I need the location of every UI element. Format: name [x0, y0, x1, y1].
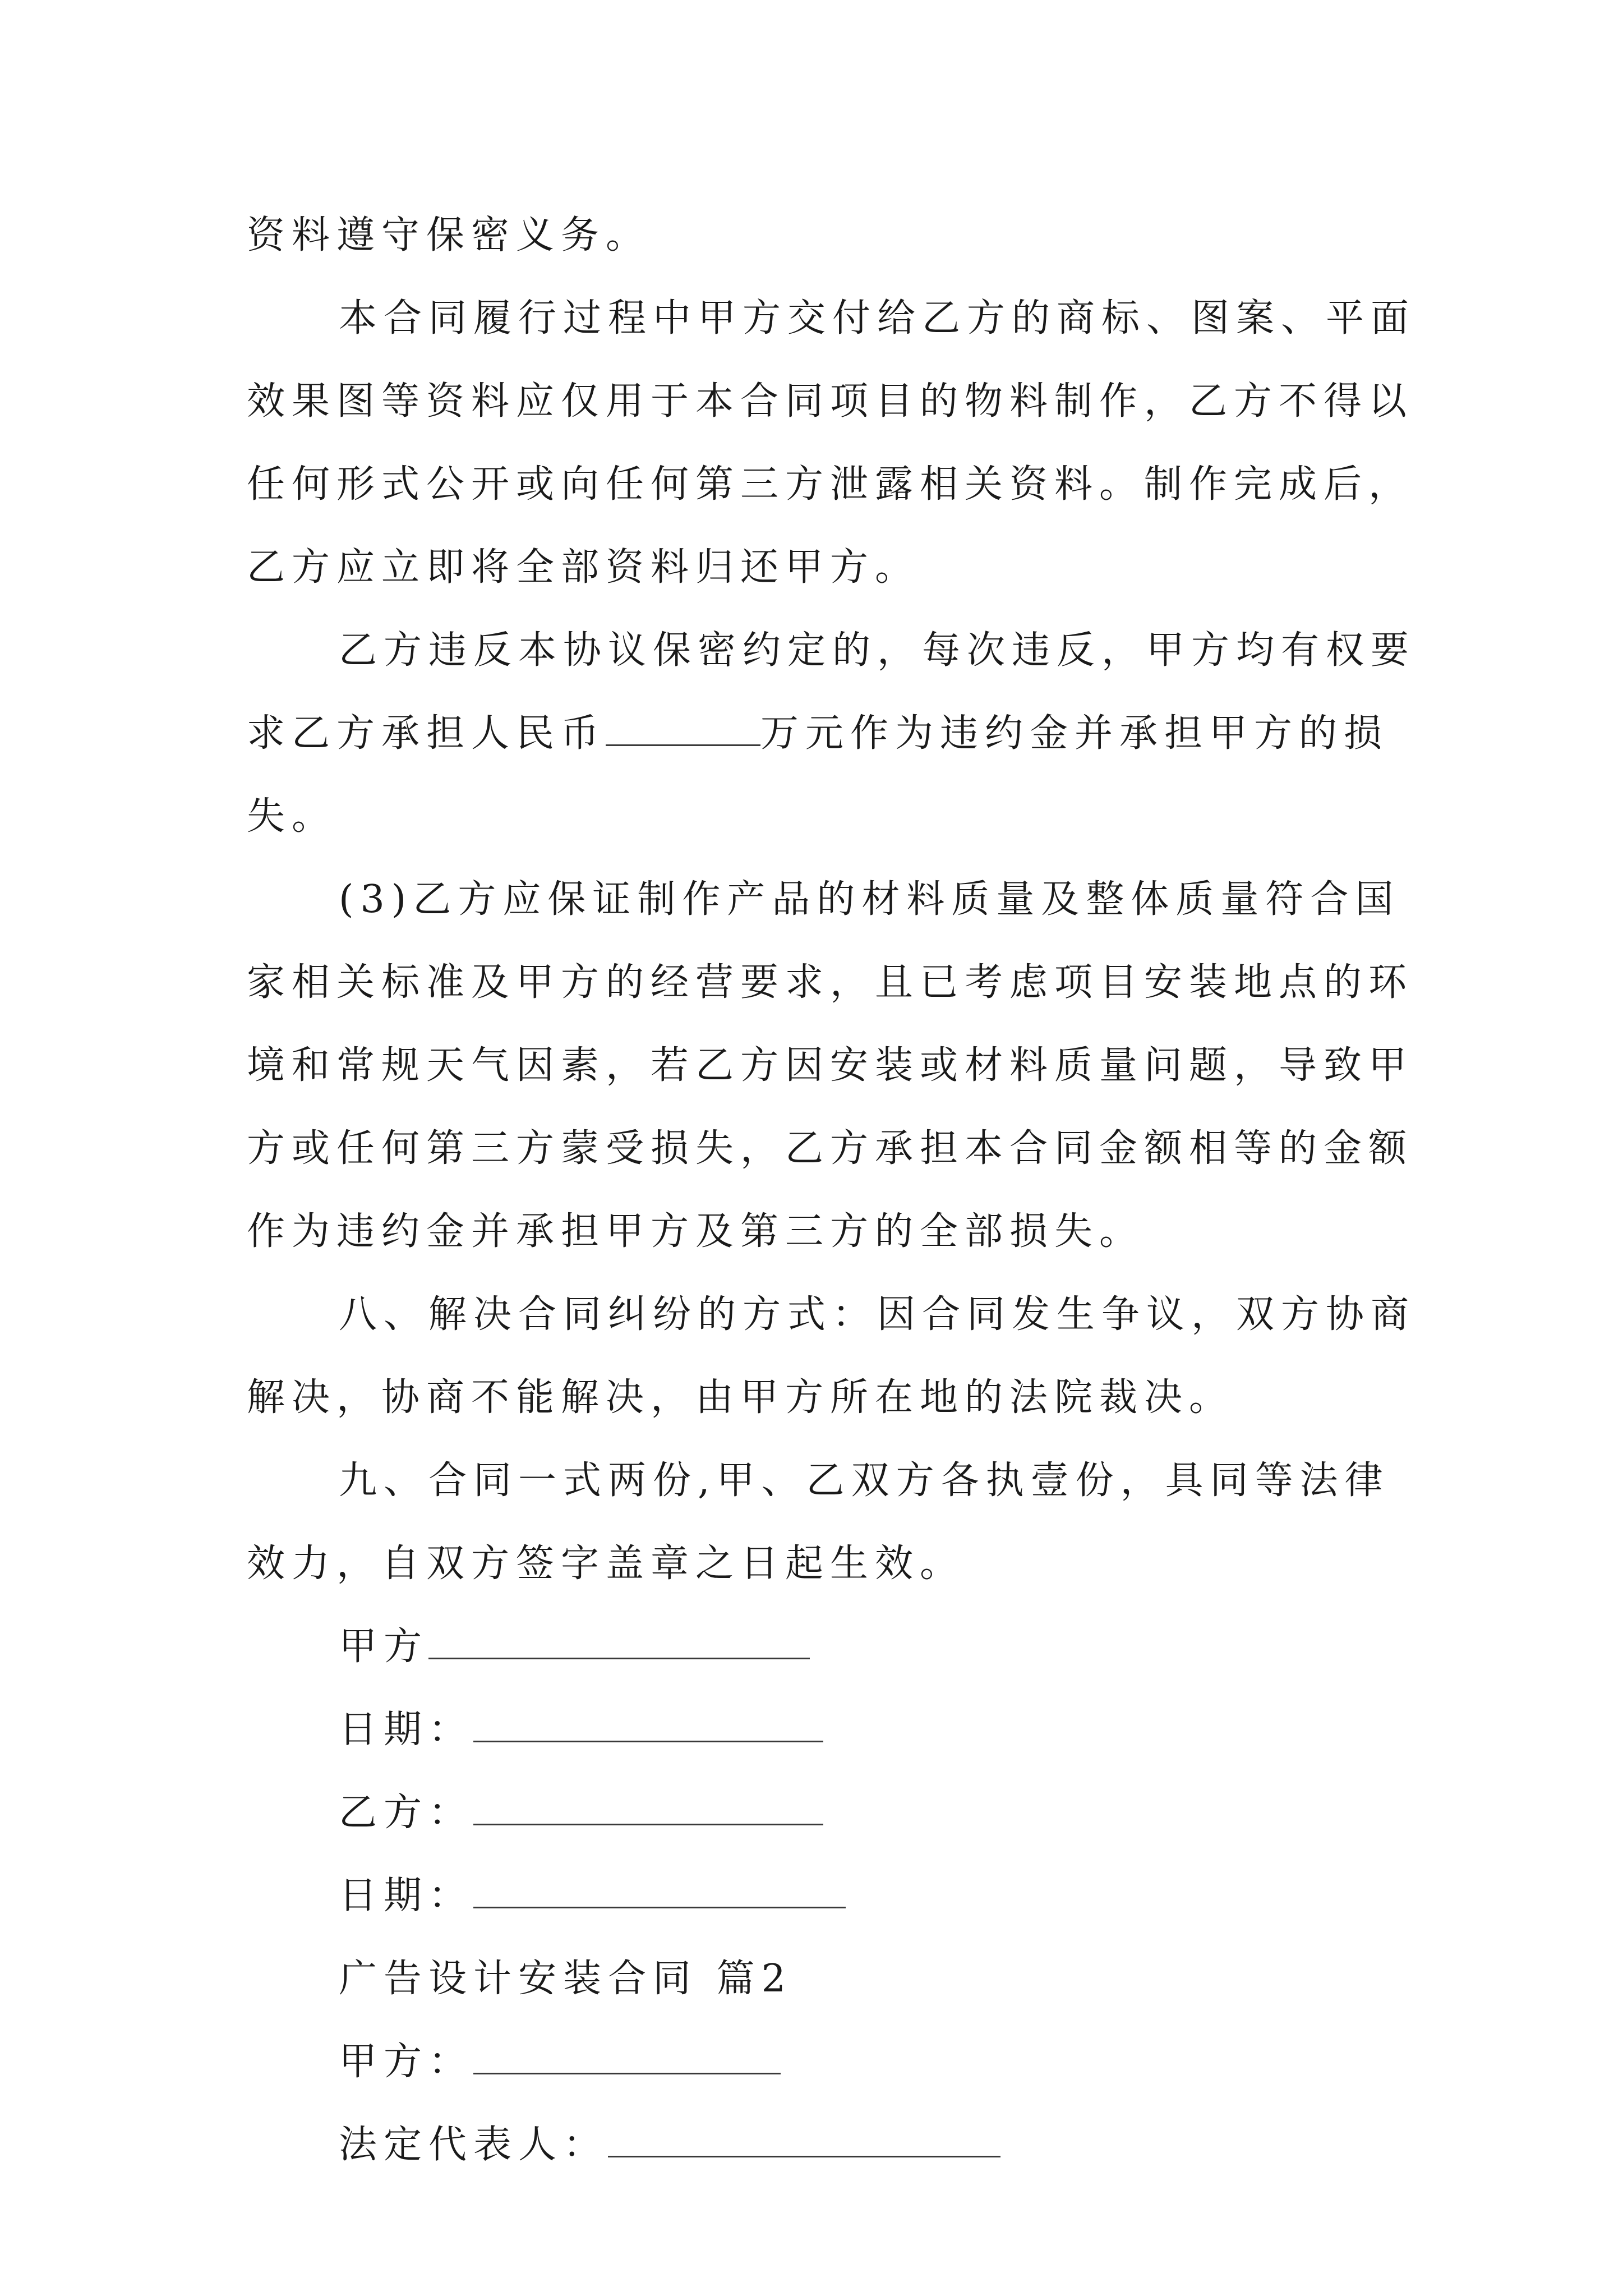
signature-blank-line [473, 1792, 823, 1825]
paragraph-line: 效果图等资料应仅用于本合同项目的物料制作，乙方不得以 [247, 379, 1414, 424]
signature-label: 乙方： [339, 1791, 474, 1835]
signature-blank-line [473, 1875, 846, 1908]
paragraph-text: 万元作为违约金并承担甲方的损 [760, 711, 1389, 756]
paragraph-line: 九、合同一式两份,甲、乙双方各执壹份，具同等法律 [339, 1458, 1390, 1503]
signature-blank-line [428, 1626, 810, 1659]
paragraph-line: 失。 [247, 794, 337, 839]
paragraph-line: 境和常规天气因素，若乙方因安装或材料质量问题，导致甲 [247, 1043, 1414, 1088]
section-title: 广告设计安装合同 篇2 [339, 1957, 792, 2001]
paragraph-line: 方或任何第三方蒙受损失，乙方承担本合同金额相等的金额 [247, 1126, 1414, 1171]
paragraph-line: 资料遵守保密义务。 [247, 213, 651, 257]
paragraph-line: 解决，协商不能解决，由甲方所在地的法院裁决。 [247, 1375, 1234, 1420]
signature-blank-line [473, 1709, 823, 1742]
signature-blank-line [473, 2041, 781, 2074]
signature-party-b [339, 1792, 823, 1834]
paragraph-line: 本合同履行过程中甲方交付给乙方的商标、图案、平面 [339, 296, 1416, 341]
paragraph-line: 八、解决合同纠纷的方式：因合同发生争议，双方协商 [339, 1292, 1416, 1337]
section-party-a [339, 2041, 781, 2083]
signature-label: 日期： [339, 1874, 474, 1918]
paragraph-line: (3)乙方应保证制作产品的材料质量及整体质量符合国 [339, 877, 1400, 922]
signature-label: 日期： [339, 1708, 474, 1752]
paragraph-line: 任何形式公开或向任何第三方泄露相关资料。制作完成后， [247, 462, 1414, 507]
signature-label: 甲方 [339, 1625, 429, 1669]
signature-date-1 [339, 1709, 823, 1751]
signature-date-2 [339, 1875, 846, 1917]
paragraph-line: 家相关标准及甲方的经营要求，且已考虑项目安装地点的环 [247, 960, 1414, 1005]
amount-blank-line [606, 713, 760, 746]
section-legal-rep [339, 2124, 1000, 2166]
paragraph-line: 作为违约金并承担甲方及第三方的全部损失。 [247, 1209, 1145, 1254]
signature-blank-line [608, 2124, 1000, 2157]
signature-label: 法定代表人： [339, 2123, 608, 2167]
paragraph-text: 求乙方承担人民币 [247, 711, 606, 756]
paragraph-line: 乙方应立即将全部资料归还甲方。 [247, 545, 920, 590]
paragraph-line [247, 712, 1389, 755]
signature-label: 甲方： [339, 2040, 474, 2084]
paragraph-line: 效力，自双方签字盖章之日起生效。 [247, 1542, 965, 1586]
paragraph-line: 乙方违反本协议保密约定的，每次违反，甲方均有权要 [339, 628, 1416, 673]
signature-party-a [339, 1626, 810, 1668]
